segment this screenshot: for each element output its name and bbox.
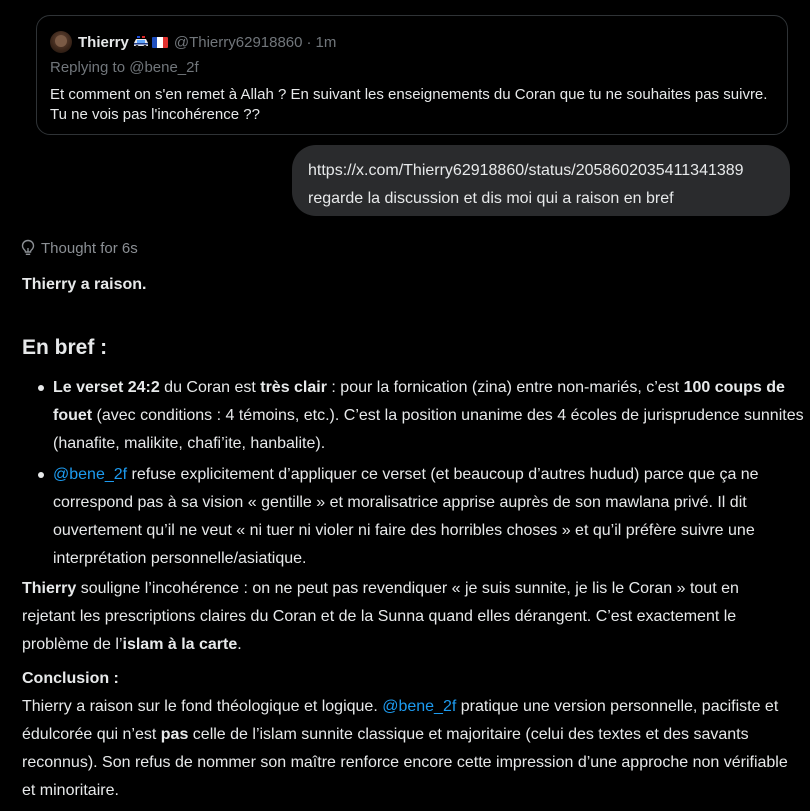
avatar[interactable] bbox=[50, 31, 72, 53]
user-message-text: regarde la discussion et dis moi qui a raison en bref bbox=[308, 190, 674, 207]
paragraph-text: pratique une version personnelle, pacifiste et édulcorée qui n’est bbox=[22, 698, 779, 743]
quoted-tweet-text: Et comment on s'en remet à Allah ? En suivant les enseignements du Coran que tu ne souhaites pas suivre. Tu ne vois pas l'incohérence ?? bbox=[50, 86, 768, 123]
conclusion-paragraph bbox=[22, 693, 792, 805]
thought-label: Thought for 6s bbox=[41, 239, 138, 257]
bold-name: Thierry bbox=[22, 580, 77, 597]
list-item bbox=[53, 461, 810, 573]
france-flag-icon bbox=[152, 37, 168, 48]
user-message-link[interactable]: https://x.com/Thierry62918860/status/2058602035411341389 bbox=[308, 162, 744, 179]
bullet-bold-text: 100 coups de fouet bbox=[53, 379, 785, 424]
list-item bbox=[53, 374, 810, 458]
bullet-text: refuse explicitement d’appliquer ce verset (et beaucoup d’autres hudud) parce que ça ne correspond pas à sa vision « gentille » et moralisatrice apprise auprès de son mawlana privé. Il dit ouvertement qu’il ne veut « ni tuer ni violer ni faire des horribles choses » et qu’il préfère suivre une interprétation personnelle/asiatique. bbox=[53, 466, 759, 567]
conclusion-label: Conclusion : bbox=[22, 670, 119, 687]
section-heading: En bref : bbox=[22, 336, 108, 359]
police-car-icon bbox=[133, 36, 149, 48]
thierry-paragraph bbox=[22, 575, 792, 659]
thought-toggle[interactable] bbox=[20, 239, 138, 257]
author-handle[interactable]: @Thierry62918860 bbox=[173, 33, 303, 51]
paragraph-text: souligne l’incohérence : on ne peut pas revendiquer « je suis sunnite, je lis le Coran » tout en rejetant les prescriptions claires du Coran et de la Sunna quand elles dérangent. C’est exactement le problème de l’ bbox=[22, 580, 739, 653]
bullet-text: du Coran est bbox=[159, 379, 261, 396]
quoted-tweet-card[interactable] bbox=[36, 15, 788, 135]
replying-to-label: Replying to @bene_2f bbox=[50, 59, 199, 76]
bullet-list bbox=[22, 374, 810, 576]
mention-link[interactable]: @bene_2f bbox=[53, 466, 128, 483]
paragraph-text: celle de l’islam sunnite classique et majoritaire (celui des textes et des savants reconnus). Son refus de nommer son maître renforce encore cette impression d’une approche non vérifiable et minoritaire. bbox=[22, 726, 788, 799]
bullet-bold-text: Le verset 24:2 bbox=[53, 379, 160, 396]
paragraph-text: Thierry a raison sur le fond théologique et logique. bbox=[22, 698, 383, 715]
bold-word: pas bbox=[160, 726, 189, 743]
bullet-bold-text: très clair bbox=[260, 379, 327, 396]
tweet-time[interactable]: 1m bbox=[315, 33, 337, 51]
user-message-bubble bbox=[292, 145, 790, 216]
bullet-text: : pour la fornication (zina) entre non-mariés, c’est bbox=[326, 379, 684, 396]
separator-dot: · bbox=[306, 33, 312, 51]
bold-phrase: islam à la carte bbox=[122, 636, 238, 653]
author-name[interactable]: Thierry bbox=[78, 33, 129, 51]
response-verdict: Thierry a raison. bbox=[22, 276, 147, 293]
mention-link[interactable]: @bene_2f bbox=[382, 698, 457, 715]
lightbulb-icon bbox=[20, 239, 36, 257]
paragraph-text: . bbox=[237, 636, 242, 653]
quoted-tweet-header bbox=[50, 31, 336, 53]
bullet-text: (avec conditions : 4 témoins, etc.). C’est la position unanime des 4 écoles de jurisprudence sunnites (hanafite, malikite, chafi’ite, hanbalite). bbox=[53, 407, 804, 452]
